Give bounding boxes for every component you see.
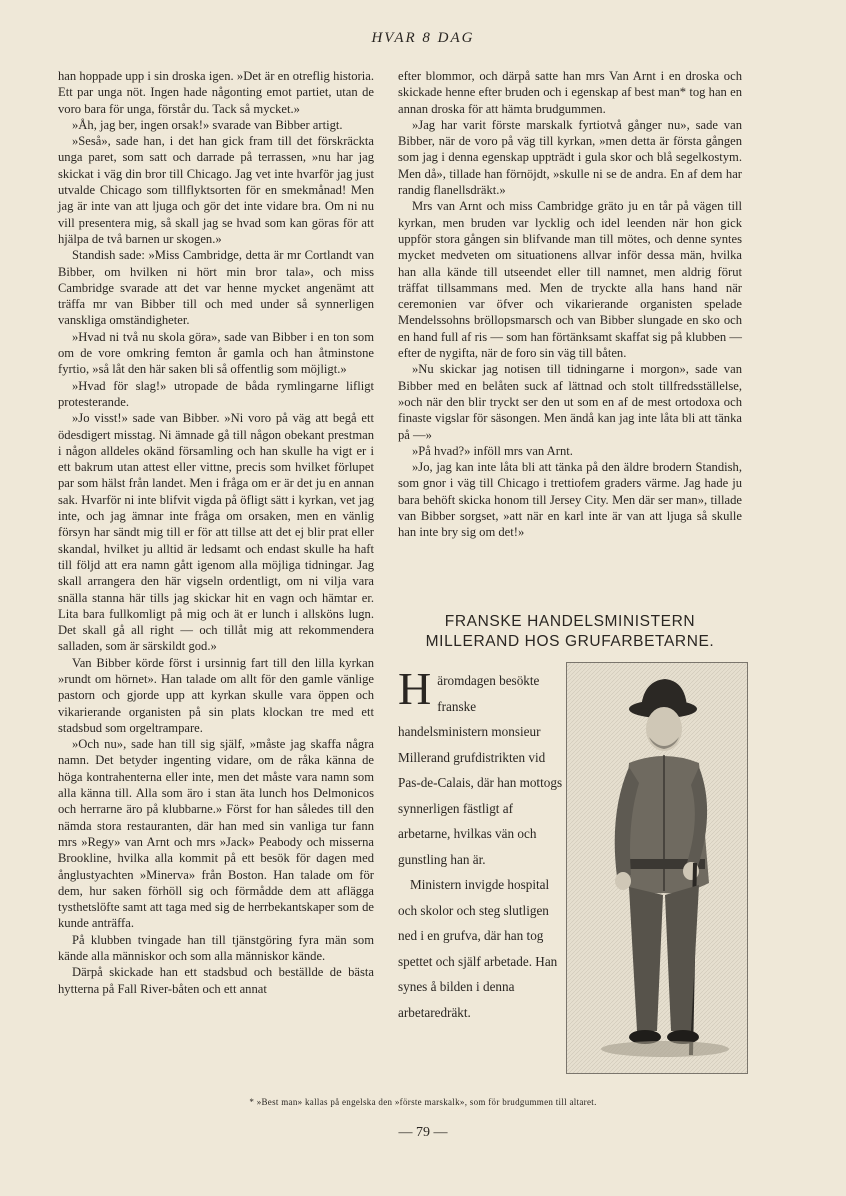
- article-paragraph: Ministern invigde hospital och skolor och steg slutligen ned i en grufva, där han tog spettet och själf arbetade. Han synes å bilden i denna arbetaredräkt.: [398, 877, 558, 1020]
- paragraph: Mrs van Arnt och miss Cambridge gräto ju en tår på vägen till kyrkan, men bruden var lycklig och idel leenden när hon gick uppför stora gången sin blifvande man till mötes, och denne syntes mycket medveten om situationens allvar inför dessa män, hvilka han alla kände till utseendet eller till namnet, men aldrig förut träffat tillsammans med. Men de tryckte alla hans hand när ceremonien var öfver och vikarierande organisten spelade Mendelssohns bröllopsmarsch och van Bibber slungade en sko och en hand full af ris — som han förtänksamt skaffat sig på klubben — efter de nygifta, när de foro sin väg till båten.: [398, 199, 742, 361]
- paragraph: »Jo visst!» sade van Bibber. »Ni voro på väg att begå ett ödesdigert misstag. Ni ämnade gå till någon obekant prestman i någon alldeles okänd församling och han skulle ha vigt er i ett bakrum utan attest eller vittne, precis som hvilket förlupet par som hälst från landet. Men i fråga om er är det ju en annan sak. Hvarför ni inte blifvit vigda på öfligt sätt i kyrkan, vet jag inte, och jag ämnar inte fråga om orsaken, men en vänlig försyn har sändt mig till er för att tillse att det ej blir prat eller skandal, hvilket ju alltid är ledsamt och endast skulle ha haft till följd att era namn gått igenom alla möjliga tidningar. Jag skall arrangera den här vigseln ordentligt, om ni vilja vara snälla stanna här tills jag skickar hit en vagn och hämtar er. Lita bara fullkomligt på mig och ät er lunch i allsköns lugn. Det skall gå all right — och tillåt mig att rekommendera salladen, som är särskildt god.»: [58, 411, 374, 654]
- paragraph: »Hvad ni två nu skola göra», sade van Bibber i en ton som om de vore omkring femton år gamla och han åtminstone fyrtio, »så låt den här saken bli så offentlig som möjligt.»: [58, 329, 374, 377]
- paragraph: Därpå skickade han ett stadsbud och beställde de bästa hytterna på Fall River-båten och ett annat: [58, 965, 374, 996]
- paragraph: Van Bibber körde först i ursinnig fart till den lilla kyrkan »rundt om hörnet». Han talade om allt för den gamle vänlige pastorn och gjorde upp att kyrkan skulle vara öppen och vikarierande organisten på sin plats klockan tre med ett stadsbud som orgeltrampare.: [58, 655, 374, 735]
- drop-cap: H: [398, 663, 432, 714]
- paragraph: »På hvad?» inföll mrs van Arnt.: [412, 443, 573, 458]
- paragraph: »Jo, jag kan inte låta bli att tänka på den äldre brodern Standish, som gnor i väg till Chicago i trettiofem graders värme. Jag hade ju bara behöft skicka honom till Jersey City. Men där ser man», tillade van Bibber sorgset, »att när en karl inte är van att ljuga så skulle han inte bry sig om det!»: [398, 460, 742, 540]
- article-paragraph: äromdagen besökte franske handelsministern monsieur Millerand grufdistrikten vid Pas-de-Calais, där han mottogs synnerligen fästligt af arbetarne, hvilkas vän och gunstling han är.: [398, 673, 563, 867]
- miner-portrait-illustration: [567, 663, 747, 1073]
- running-title: HVAR 8 DAG: [371, 30, 475, 46]
- left-text-column: [58, 68, 374, 997]
- paragraph: Standish sade: »Miss Cambridge, detta är mr Cortlandt van Bibber, om hvilken ni hört min bror tala», och miss Cambridge svarade att det var henne mycket angenämt att träffa mr van Bibber till och med under så synnerligen vanskliga omständigheter.: [58, 248, 374, 328]
- right-text-column: [398, 68, 742, 541]
- paragraph: »Nu skickar jag notisen till tidningarne i morgon», sade van Bibber med en belåten suck af lättnad och stolt tillfredsställelse, »och när den blir tryckt ser den ut som en af de mest ortodoxa och finaste vigslar för säsongen. Men ändå kan jag inte låta bli att tänka på —»: [398, 362, 742, 442]
- paragraph: »Seså», sade han, i det han gick fram till det förskräckta unga paret, som satt och darrade på terrassen, »nu har jag skickat i väg din bror till Chicago. Jag vet inte hvarför jag just utvalde Chicago som tillflyktsorten för en smekmånad! Men jag är inte van att ljuga och gör det inte vidare bra. Om ni nu vill presentera mig, så skall jag se hvad som kan göras för att hjälpa de två barnen ur skogen.»: [58, 134, 374, 246]
- footnote: * »Best man» kallas på engelska den »förste marskalk», som för brudgummen till altaret.: [249, 1097, 597, 1107]
- paragraph: »Och nu», sade han till sig själf, »måste jag skaffa några namn. Det betyder ingenting vidare, om de råka känna de höga kontrahenterna eller inte, men det måste vara namn som alla känna till. Alla som äro i stan äta lunch hos Delmonicos och herrarne äro på klubbarne.» Först for han således till den nämda stora restauranten, där han med sin vanliga tur fann mrs »Regy» van Arnt och mrs »Jack» Peabody och misserna Brookline, hvilka alla kommit på ett besök för dagen med ånglustyachten »Minerva» från Boston. Han talade om för dem, hur saken förhöll sig och förmådde dem att aflägga tysthetslöfte samt att taga med sig de herrbekantskaper som de kunde anträffa.: [58, 737, 374, 931]
- paragraph: efter blommor, och därpå satte han mrs Van Arnt i en droska och skickade henne efter bruden och i egenskap af best man* tog han en annan droska för att hämta brudgummen.: [398, 69, 742, 116]
- portrait-photo: [566, 662, 748, 1074]
- page-number: — 79 —: [398, 1125, 448, 1140]
- paragraph: På klubben tvingade han till tjänstgöring fyra män som kände alla människor och som alla människor kände.: [58, 932, 374, 964]
- article-headline: FRANSKE HANDELSMINISTERN MILLERAND HOS GRUFARBETARNE.: [425, 613, 715, 650]
- paragraph: han hoppade upp i sin droska igen. »Det är en otreflig historia. Ett par unga nöt. Ingen hade någonting emot partiet, utan de voro bara för unga, förstår du. Tack så mycket.»: [58, 69, 374, 116]
- paragraph: »Hvad för slag!» utropade de båda rymlingarne lifligt protesterande.: [58, 378, 374, 409]
- paragraph: »Jag har varit förste marskalk fyrtiotvå gånger nu», sade van Bibber, när de voro på väg till kyrkan, »men detta är första gången som jag i denna egenskap uppträdt i gula skor och blå segelkostym. Men då», tillade han förnöjdt, »skulle ni se de andra. En af dem har randig flanellsdräkt.»: [398, 117, 742, 198]
- paragraph: »Åh, jag ber, ingen orsak!» svarade van Bibber artigt.: [72, 117, 343, 132]
- article-body: [398, 663, 568, 1025]
